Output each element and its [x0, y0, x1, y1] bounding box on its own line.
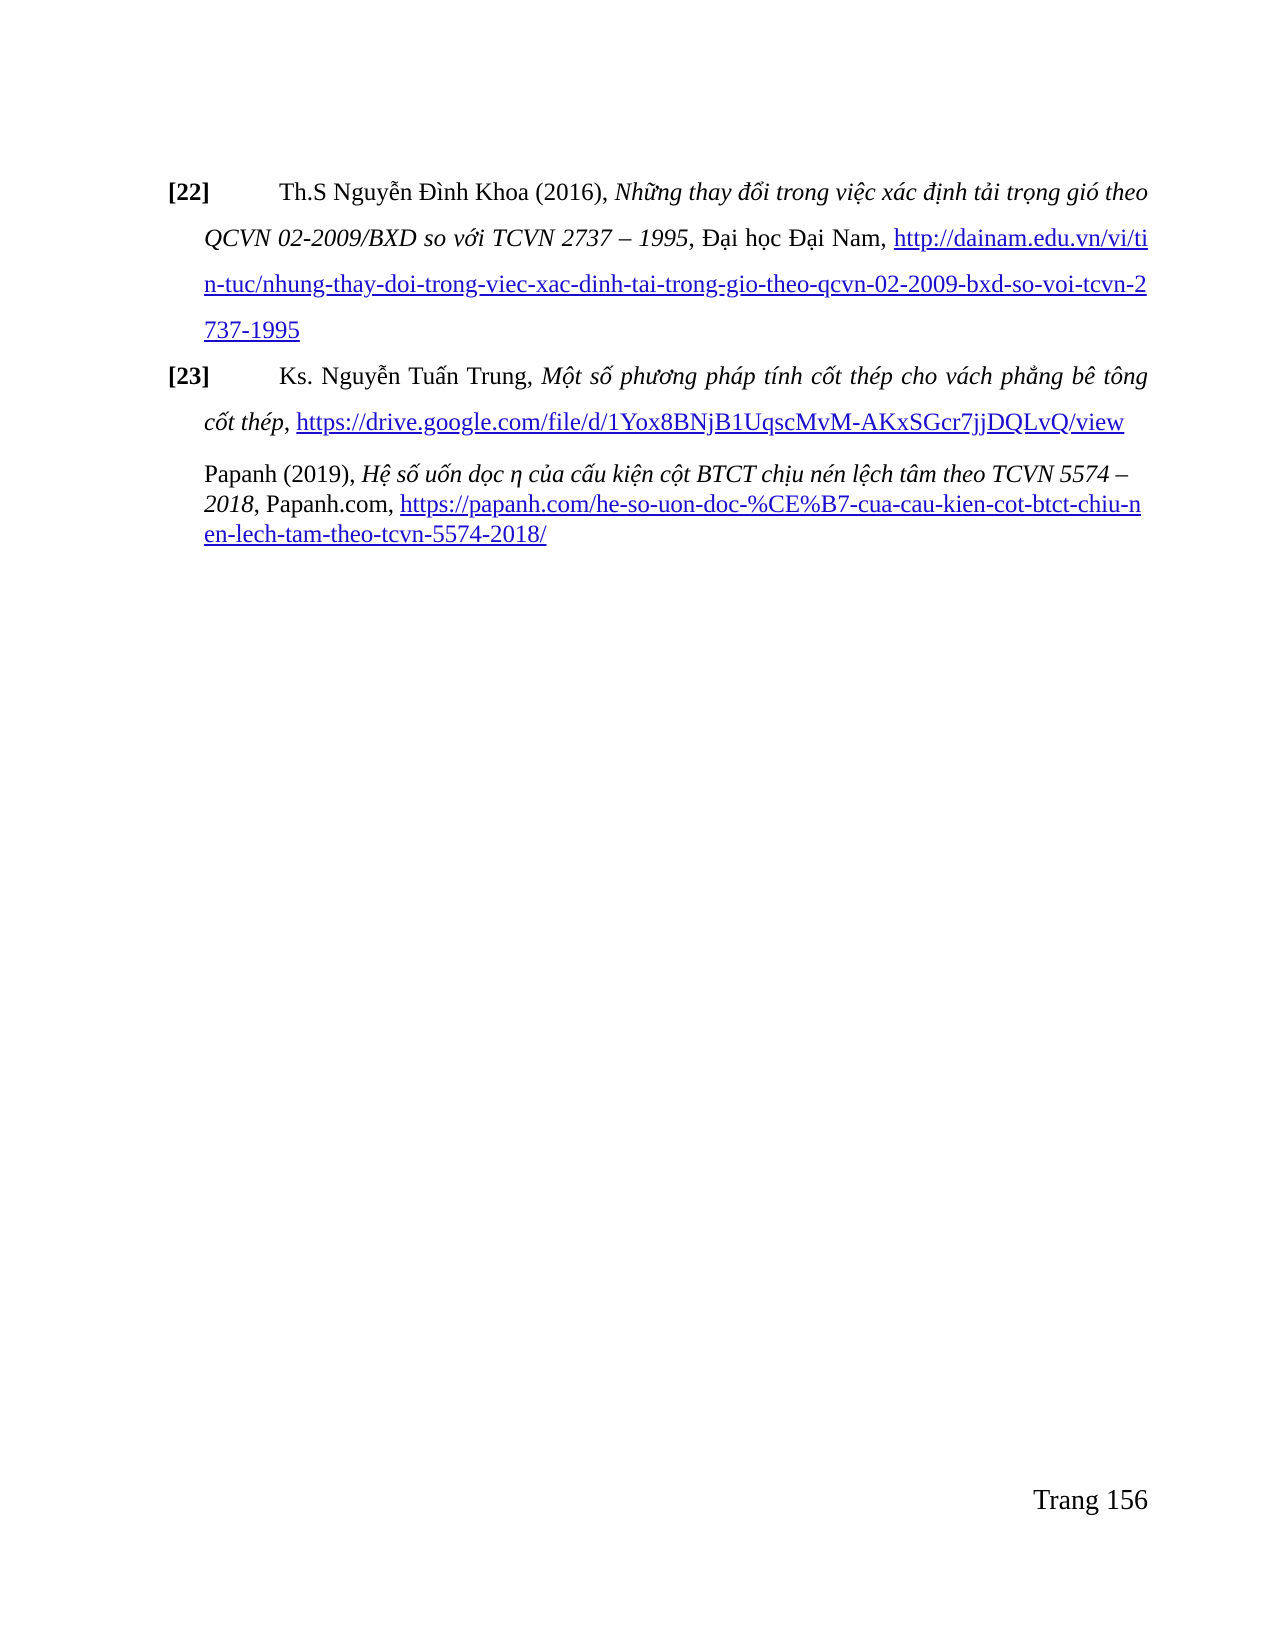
reference-title: Hệ số uốn dọc η của cấu kiện cột BTCT chịu nén lệch tâm theo TCVN 5574 – 2018: [204, 461, 1128, 518]
reference-item-22: [168, 170, 1148, 354]
reference-title: Một số phương pháp tính cốt thép cho vách phẳng bê tông cốt thép: [204, 363, 1148, 436]
reference-number: [23]: [168, 363, 210, 390]
reference-link[interactable]: https://drive.google.com/file/d/1Yox8BNjB1UqscMvM-AKxSGcr7jjDQLvQ/view: [296, 409, 1125, 436]
reference-list: [168, 170, 1148, 550]
reference-link[interactable]: https://papanh.com/he-so-uon-doc-%CE%B7-cua-cau-kien-cot-btct-chiu-nen-lech-tam-theo-tcvn-5574-2018/: [204, 491, 1141, 548]
reference-item-23: [168, 354, 1148, 446]
reference-number: [22]: [168, 179, 210, 206]
reference-item-papanh: [168, 460, 1148, 550]
reference-author: Th.S Nguyễn Đình Khoa (2016),: [279, 179, 609, 206]
reference-publisher: , Papanh.com,: [253, 491, 394, 518]
page-number: Trang 156: [1033, 1485, 1148, 1516]
reference-author: Ks. Nguyễn Tuấn Trung,: [279, 363, 534, 390]
reference-title: Những thay đổi trong việc xác định tải trọng gió theo QCVN 02-2009/BXD so với TCVN 2737 – 1995: [204, 179, 1148, 252]
reference-link[interactable]: http://dainam.edu.vn/vi/tin-tuc/nhung-thay-doi-trong-viec-xac-dinh-tai-trong-gio-theo-qcvn-02-2009-bxd-so-voi-tcvn-2737-1995: [204, 225, 1149, 344]
reference-author: Papanh (2019),: [204, 461, 356, 488]
reference-publisher: ,: [283, 409, 291, 436]
reference-publisher: , Đại học Đại Nam,: [688, 225, 887, 252]
